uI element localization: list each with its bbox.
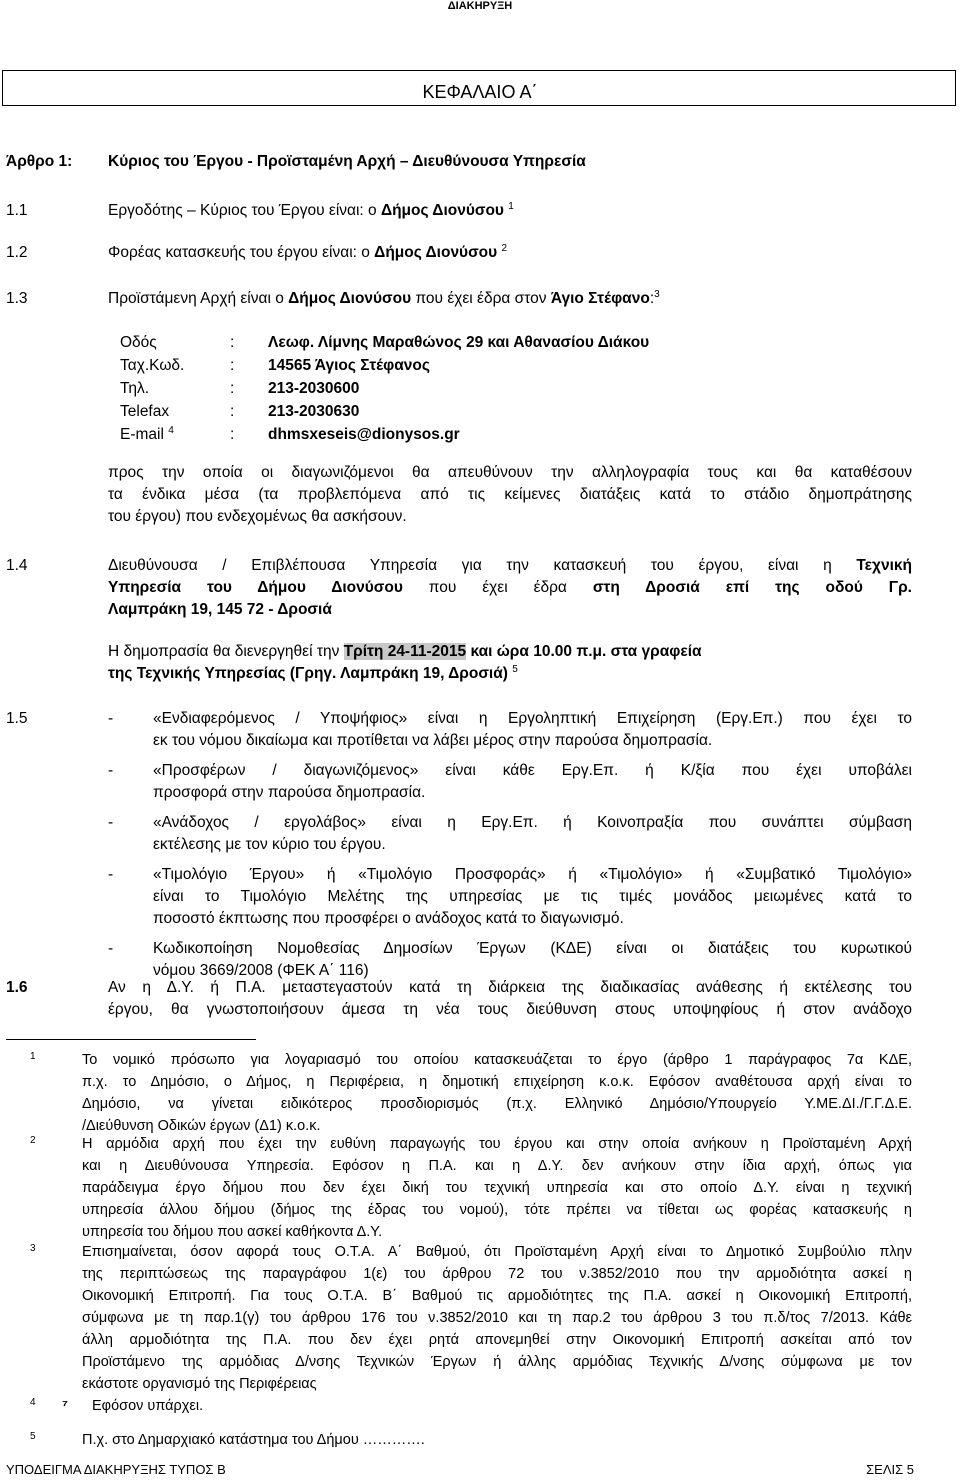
definition-line: προσφορά στην παρούσα δημοπρασία. xyxy=(153,784,426,801)
s14-l2-bold2: στη Δροσιά επί της οδού Γρ. xyxy=(592,579,912,596)
footnote-3 xyxy=(0,1241,960,1395)
auction-text: Η δημοπρασία θα διενεργηθεί την xyxy=(108,643,344,660)
street-label: Οδός xyxy=(120,334,157,351)
definition-item xyxy=(0,938,960,982)
footnote-line: π.χ. το Δημόσιο, ο Δήμος, η Περιφέρεια, η δημοτική επιχείρηση κ.ο.κ. Εφόσον αναθέτουσα αρχή είναι το xyxy=(82,1074,912,1090)
footnote-line: Εφόσον υπάρχει. xyxy=(92,1398,204,1414)
footnote-line: υπηρεσία του δήμου που ασκεί καθήκοντα Δ.Υ. xyxy=(82,1224,383,1240)
para-line: τα ένδικα μέσα (τα προβλεπόμενα από τις κείμενες διατάξεις κατά το στάδιο δημοπράτησης xyxy=(108,486,912,503)
auction-l2: της Τεχνικής Υπηρεσίας (Γρηγ. Λαμπράκη 19, Δροσιά) xyxy=(108,665,508,682)
definition-item xyxy=(0,812,960,856)
correspondence-paragraph xyxy=(108,462,912,528)
auction-date: Τρίτη 24-11-2015 xyxy=(343,643,467,660)
definition-line: ποσοστό έκπτωσης που προσφέρει ο ανάδοχος κατά το διαγωνισμό. xyxy=(153,910,624,927)
footnote-number: 2 xyxy=(30,1135,36,1146)
footnote-line: Προϊστάμενο της αρμόδιας Δ/νσης Τεχνικών Έργων ή άλλης αρμόδιας Τεχνικής Δ/νσης σύμφωνα με τον xyxy=(82,1354,912,1370)
footer-left: ΥΠΟΔΕΙΓΜΑ ΔΙΑΚΗΡΥΞΗΣ ΤΥΠΟΣ Β xyxy=(6,1462,226,1477)
para-line: του έργου) που ενδεχομένως θα ασκήσουν. xyxy=(108,508,407,525)
auction-paragraph xyxy=(108,641,912,685)
definition-line: εκτέλεσης με τον κύριο του έργου. xyxy=(153,836,386,853)
chapter-title: ΚΕΦΑΛΑΙΟ Α΄ xyxy=(422,82,538,102)
footnote-line: άλλη αρμοδιότητα της Π.Α. που δεν έχει ρητά απονεμηθεί στην Οικονομική Επιτροπή ασκείται από τον xyxy=(82,1332,912,1348)
footnote-4 xyxy=(0,1395,960,1417)
footnote-line: παράδειγμα έργο δήμου που δεν έχει δική του τεχνική υπηρεσία και στο οποίο Δ.Υ. είναι η τεχνική xyxy=(82,1180,912,1196)
section-1-3-text xyxy=(108,288,660,310)
section-1-1-text xyxy=(108,200,514,222)
footnote-number: 5 xyxy=(30,1431,36,1442)
section-number-1-2: 1.2 xyxy=(6,244,28,261)
footnote-line: και η Διευθύνουσα Υπηρεσία. Εφόσον η Π.Α. και η Δ.Υ. δεν ανήκουν στην ίδια αρχή, όπως για xyxy=(82,1158,912,1174)
footnote-line: Οικονομική Επιτροπή. Για τους Ο.Τ.Α. Β΄ Βαθμού τις αρμοδιότητες της Π.Α. ασκεί η Οικονομική Επιτροπή, xyxy=(82,1288,912,1304)
definitions-list xyxy=(0,708,960,982)
s14-line-1 xyxy=(108,555,912,577)
definition-line: Κωδικοποίηση Νομοθεσίας Δημοσίων Έργων (ΚΔΕ) είναι οι διατάξεις του κυρωτικού xyxy=(153,940,912,957)
footnote-2 xyxy=(0,1133,960,1243)
zip-value: 14565 Άγιος Στέφανος xyxy=(268,357,430,374)
page-header: ΔΙΑΚΗΡΥΞΗ xyxy=(447,0,513,12)
footnote-line: /Διεύθυνση Οδικών έργων (Δ1) κ.ο.κ. xyxy=(82,1118,321,1134)
s16-line-2: έργου, θα γνωστοποιήσουν άμεσα τη νέα τους διεύθυνση στους υποψηφίους ή στον ανάδοχο xyxy=(108,1001,912,1018)
tel-label: Τηλ. xyxy=(120,380,150,397)
dash: - xyxy=(108,866,114,883)
footnote-ref-5: 5 xyxy=(512,663,518,675)
dash: - xyxy=(108,940,114,957)
s14-l2-bold1: Υπηρεσία του Δήμου Διονύσου xyxy=(108,579,403,596)
footnote-line: Επισημαίνεται, όσον αφορά τους Ο.Τ.Α. Α΄ Βαθμού, ότι Προϊσταμένη Αρχή είναι το Δημοτικό Συμβούλιο πλην xyxy=(82,1244,912,1260)
s13-text3: : xyxy=(649,290,655,307)
tel-value: 213-2030600 xyxy=(268,380,360,397)
footnote-line: Η αρμόδια αρχή που έχει την ευθύνη παραγωγής του έργου και στην οποία ανήκουν η Προϊσταμένη Αρχή xyxy=(82,1136,912,1152)
footnote-number: 3 xyxy=(30,1243,36,1254)
email-label-wrap xyxy=(120,424,174,446)
article-label: Άρθρο 1: xyxy=(6,153,73,170)
s12-bold: Δήμος Διονύσου xyxy=(374,244,498,261)
footnote-marker: ⁷ xyxy=(62,1398,68,1414)
section-1-6-text xyxy=(108,977,912,1021)
section-number-1-4: 1.4 xyxy=(6,557,28,574)
definition-line: εκ του νόμου δικαίωμα και προτίθεται να λάβει μέρος στην παρούσα δημοπρασία. xyxy=(153,732,713,749)
s14-l1-bold: Τεχνική xyxy=(856,557,912,574)
footnote-line: σύμφωνα με τη παρ.1(γ) του άρθρου 176 του ν.3852/2010 και τη παρ.2 του άρθρου 3 του π.δ/τος 7/2013. Κάθε xyxy=(82,1310,912,1326)
email-value: dhmsxeseis@dionysos.gr xyxy=(268,426,460,443)
definition-item xyxy=(0,708,960,752)
s14-line-2 xyxy=(108,577,912,599)
section-number-1-6: 1.6 xyxy=(6,979,28,996)
section-1-4-text xyxy=(108,555,912,621)
section-number-1-5: 1.5 xyxy=(6,710,28,727)
footnote-ref-4: 4 xyxy=(168,424,174,436)
footnote-number: 4 xyxy=(30,1397,36,1408)
auction-line-1 xyxy=(108,641,912,663)
dash: - xyxy=(108,814,114,831)
s13-text1: Προϊστάμενη Αρχή είναι ο xyxy=(108,290,289,307)
s16-line-1: Αν η Δ.Υ. ή Π.Α. μεταστεγαστούν κατά τη διάρκεια της διαδικασίας ανάθεσης ή εκτέλεσης του xyxy=(108,979,912,996)
footnote-ref-3: 3 xyxy=(654,288,660,300)
s13-bold1: Δήμος Διονύσου xyxy=(288,290,412,307)
auction-rest: και ώρα 10.00 π.μ. στα γραφεία xyxy=(466,643,702,660)
email-label: E-mail xyxy=(120,426,164,443)
definition-line: είναι το Τιμολόγιο Μελέτης της υπηρεσίας με τις τιμές μονάδος μειωμένες κατά το xyxy=(153,888,912,905)
definition-line: «Τιμολόγιο Έργου» ή «Τιμολόγιο Προσφοράς» ή «Τιμολόγιο» ή «Συμβατικό Τιμολόγιο» xyxy=(153,866,912,883)
definition-line: «Ανάδοχος / εργολάβος» είναι η Εργ.Επ. ή Κοινοπραξία που συνάπτει σύμβαση xyxy=(153,814,912,831)
footnote-separator xyxy=(6,1039,256,1040)
footnote-line: της περιπτώσεως της παραγράφου 1(ε) του άρθρου 72 του ν.3852/2010 που την αρμοδιότητα ασκεί η xyxy=(82,1266,912,1282)
page-footer xyxy=(0,1462,960,1478)
s14-l2-text: που έχει έδρα xyxy=(402,579,593,596)
definition-item xyxy=(0,760,960,804)
s11-bold: Δήμος Διονύσου xyxy=(380,202,504,219)
footnote-1 xyxy=(0,1049,960,1137)
street-value: Λεωφ. Λίμνης Μαραθώνος 29 και Αθανασίου Διάκου xyxy=(268,334,650,351)
zip-colon: : xyxy=(230,357,235,374)
section-number-1-3: 1.3 xyxy=(6,290,28,307)
s13-bold2: Άγιο Στέφανο xyxy=(550,290,650,307)
definition-line: «Προσφέρων / διαγωνιζόμενος» είναι κάθε Εργ.Επ. ή Κ/ξία που έχει υποβάλει xyxy=(153,762,912,779)
email-colon: : xyxy=(230,426,235,443)
footer-page-number: ΣΕΛΙΣ 5 xyxy=(866,1462,914,1477)
address-block xyxy=(0,332,960,447)
definition-line: «Ενδιαφερόμενος / Υποψήφιος» είναι η Εργοληπτική Επιχείρηση (Εργ.Επ.) που έχει το xyxy=(153,710,912,727)
fax-label: Telefax xyxy=(120,403,170,420)
footnote-line: Π.χ. στο Δημαρχιακό κατάστημα του Δήμου …………. xyxy=(82,1432,425,1448)
fax-value: 213-2030630 xyxy=(268,403,360,420)
fax-colon: : xyxy=(230,403,235,420)
footnote-line: Το νομικό πρόσωπο για λογαριασμό του οποίου κατασκευάζεται το έργο (άρθρο 1 παράγραφος 7α ΚΔΕ, xyxy=(82,1052,912,1068)
zip-label: Ταχ.Κωδ. xyxy=(120,357,185,374)
s14-line-3: Λαμπράκη 19, 145 72 - Δροσιά xyxy=(108,601,332,618)
dash: - xyxy=(108,710,114,727)
para-line: προς την οποία οι διαγωνιζόμενοι θα απευθύνουν την αλληλογραφία τους και θα καταθέσουν xyxy=(108,464,912,481)
s11-text: Εργοδότης – Κύριος του Έργου είναι: ο xyxy=(108,202,381,219)
definition-item xyxy=(0,864,960,930)
auction-line-2 xyxy=(108,663,912,685)
footnote-line: εκάστοτε οργανισμό της Περιφέρειας xyxy=(82,1376,317,1392)
s14-l1-text: Διευθύνουσα / Επιβλέπουσα Υπηρεσία για την κατασκευή του έργου, είναι η xyxy=(108,557,857,574)
dash: - xyxy=(108,762,114,779)
section-number-1-1: 1.1 xyxy=(6,202,28,219)
tel-colon: : xyxy=(230,380,235,397)
footnote-ref-2: 2 xyxy=(501,242,508,254)
footnote-ref-1: 1 xyxy=(508,200,514,212)
section-1-2-text xyxy=(108,242,507,264)
s12-text: Φορέας κατασκευής του έργου είναι: ο xyxy=(108,244,375,261)
footnote-number: 1 xyxy=(30,1051,36,1062)
article-title: Κύριος του Έργου - Προϊσταμένη Αρχή – Διευθύνουσα Υπηρεσία xyxy=(108,153,586,170)
definition-line: νόμου 3669/2008 (ΦΕΚ Α΄ 116) xyxy=(153,962,369,979)
street-colon: : xyxy=(230,334,235,351)
footnote-5 xyxy=(0,1429,960,1451)
s13-text2: που έχει έδρα στον xyxy=(411,290,551,307)
footnote-line: Δημόσιο, να γίνεται ειδικότερος προσδιορισμός (π.χ. Ελληνικό Δημόσιο/Υπουργείο Υ.ΜΕ.ΔΙ./Γ.Γ.Δ.Ε. xyxy=(82,1096,912,1112)
footnote-line: υπηρεσία άλλου δήμου (δήμος της έδρας του νομού), τότε πρέπει να τίθεται ως φορέας κατασκευής η xyxy=(82,1202,912,1218)
